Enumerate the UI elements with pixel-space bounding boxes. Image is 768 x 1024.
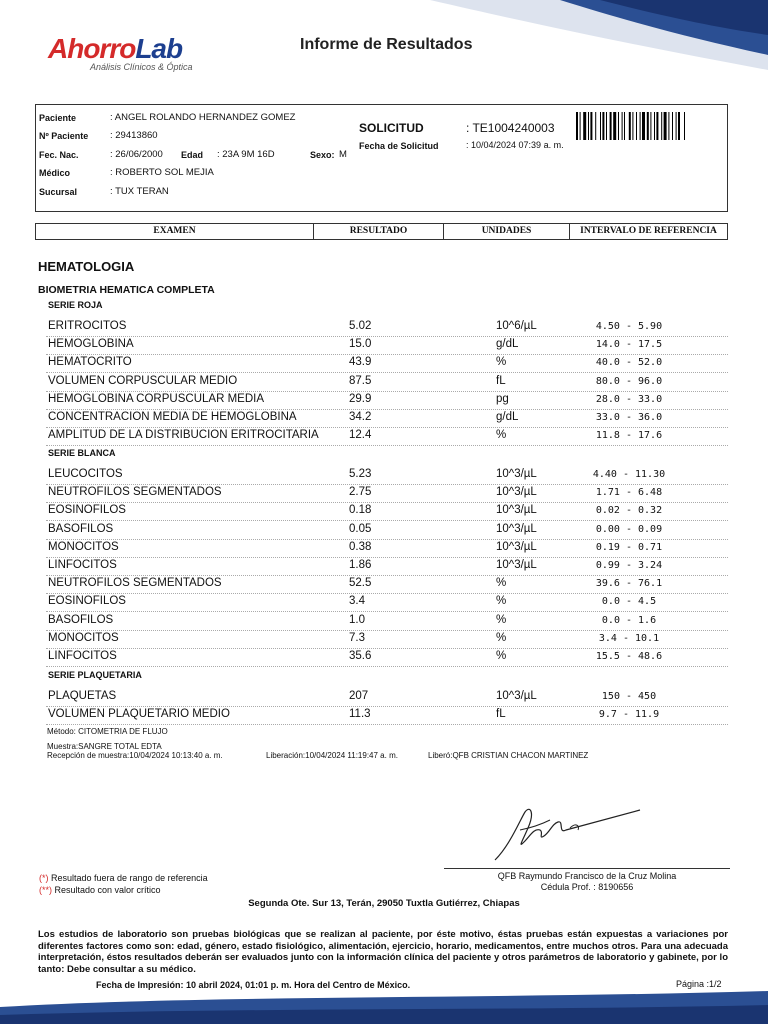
signature-line [444, 868, 730, 869]
legend-out-of-range [39, 873, 208, 883]
result-row [46, 336, 728, 355]
test-name: BASOFILOS [48, 613, 114, 626]
test-name: HEMOGLOBINA [48, 338, 134, 351]
result-row [46, 648, 728, 667]
result-row [46, 427, 728, 446]
result-row [46, 391, 728, 410]
test-range: 0.02 - 0.32 [595, 505, 663, 517]
liberacion-text: Liberación:10/04/2024 11:19:47 a. m. [266, 751, 398, 760]
test-range: 0.0 - 1.6 [601, 614, 657, 626]
test-name: LINFOCITOS [48, 650, 117, 662]
test-unit: fL [496, 374, 506, 387]
test-result: 2.75 [349, 486, 372, 499]
result-row [46, 409, 728, 428]
test-name: LINFOCITOS [48, 559, 117, 571]
test-range: 9.7 - 11.9 [598, 709, 660, 721]
result-row [46, 706, 728, 725]
result-row [46, 466, 728, 485]
test-name: VOLUMEN PLAQUETARIO MEDIO [48, 708, 230, 721]
test-result: 35.6 [349, 650, 372, 662]
test-unit: 10^3/µL [496, 559, 537, 571]
test-range: 0.19 - 0.71 [595, 541, 663, 553]
result-row [46, 318, 728, 337]
series-title-plaquetaria: SERIE PLAQUETARIA [48, 670, 142, 680]
test-name: EOSINOFILOS [48, 504, 126, 517]
legend-mark-1: (*) [39, 873, 49, 883]
test-unit: % [496, 613, 507, 626]
result-row [46, 354, 728, 373]
label-sucursal: Sucursal [39, 187, 78, 197]
test-result: 0.38 [349, 540, 372, 553]
result-row [46, 502, 728, 521]
test-result: 15.0 [349, 338, 372, 351]
test-unit: 10^3/µL [496, 540, 537, 553]
fecha-solicitud: : 10/04/2024 07:39 a. m. [466, 140, 564, 150]
test-name: VOLUMEN CORPUSCULAR MEDIO [48, 374, 238, 387]
test-name: BASOFILOS [48, 522, 114, 535]
page-number: Página :1/2 [676, 979, 722, 989]
test-unit: % [496, 650, 507, 662]
test-unit: 10^3/µL [496, 522, 537, 535]
patient-sex: M [339, 149, 347, 160]
test-name: EOSINOFILOS [48, 595, 126, 608]
signer-name: QFB Raymundo Francisco de la Cruz Molina [497, 871, 677, 881]
test-result: 87.5 [349, 374, 372, 387]
result-row [46, 484, 728, 503]
test-result: 1.0 [349, 613, 365, 626]
test-unit: g/dL [496, 411, 519, 423]
label-sexo: Sexo: [310, 150, 335, 160]
test-range: 39.6 - 76.1 [595, 578, 663, 590]
test-unit: % [496, 429, 507, 442]
test-unit: 10^3/µL [496, 690, 537, 702]
test-name: NEUTROFILOS SEGMENTADOS [48, 577, 222, 590]
barcode-image [576, 112, 724, 140]
patient-name: : ANGEL ROLANDO HERNANDEZ GOMEZ [110, 112, 296, 123]
logo-tagline: Análisis Clínicos & Óptica [90, 62, 193, 72]
test-result: 3.4 [349, 595, 365, 608]
test-range: 28.0 - 33.0 [595, 393, 663, 405]
test-range: 3.4 - 10.1 [598, 632, 660, 644]
test-range: 1.71 - 6.48 [595, 487, 663, 499]
test-unit: 10^3/µL [496, 504, 537, 517]
signature-image [480, 800, 650, 870]
test-unit: % [496, 577, 507, 590]
test-name: CONCENTRACION MEDIA DE HEMOGLOBINA [48, 411, 297, 423]
test-name: HEMOGLOBINA CORPUSCULAR MEDIA [48, 392, 264, 405]
logo-part2: Lab [135, 33, 183, 64]
result-row [46, 612, 728, 631]
muestra-text: Muestra:SANGRE TOTAL EDTA [47, 742, 162, 751]
test-result: 34.2 [349, 411, 372, 423]
test-result: 0.05 [349, 522, 372, 535]
solicitud-number: : TE1004240003 [466, 121, 555, 135]
test-range: 15.5 - 48.6 [595, 651, 663, 662]
test-range: 11.8 - 17.6 [595, 430, 663, 442]
col-unidades: UNIDADES [444, 224, 570, 239]
col-resultado: RESULTADO [314, 224, 444, 239]
label-paciente: Paciente [39, 113, 77, 123]
section-title: HEMATOLOGIA [38, 259, 135, 274]
legend-mark-2: (**) [39, 885, 52, 895]
doctor-name: : ROBERTO SOL MEJIA [110, 167, 214, 178]
result-row [46, 557, 728, 576]
test-result: 0.18 [349, 504, 372, 517]
test-result: 11.3 [349, 708, 371, 721]
test-name: LEUCOCITOS [48, 468, 123, 480]
result-row [46, 539, 728, 558]
test-unit: % [496, 631, 507, 644]
test-result: 1.86 [349, 559, 372, 571]
test-range: 0.0 - 4.5 [601, 596, 657, 608]
test-name: HEMATOCRITO [48, 356, 132, 369]
patient-number: : 29413860 [110, 130, 158, 141]
logo-part1: Ahorro [48, 33, 136, 64]
test-range: 0.00 - 0.09 [595, 523, 663, 535]
signer-cedula: Cédula Prof. : 8190656 [540, 882, 634, 892]
test-name: MONOCITOS [48, 540, 119, 553]
result-row [46, 575, 728, 594]
legend-text-2: Resultado con valor crítico [52, 885, 161, 895]
series-title-blanca: SERIE BLANCA [48, 448, 116, 458]
footer-swoosh [0, 985, 768, 1024]
fecha-solicitud-label: Fecha de Solicitud [359, 141, 439, 151]
test-name: NEUTROFILOS SEGMENTADOS [48, 486, 222, 499]
subsection-title: BIOMETRIA HEMATICA COMPLETA [38, 284, 215, 296]
test-unit: fL [496, 708, 506, 721]
test-unit: 10^3/µL [496, 486, 537, 499]
test-range: 14.0 - 17.5 [595, 339, 663, 351]
col-examen: EXAMEN [36, 224, 314, 239]
print-date: Fecha de Impresión: 10 abril 2024, 01:01 p. m. Hora del Centro de México. [96, 980, 411, 990]
test-range: 150 - 450 [601, 691, 657, 702]
metodo-text: Método: CITOMETRIA DE FLUJO [47, 727, 168, 736]
test-result: 29.9 [349, 392, 372, 405]
series-title-roja: SERIE ROJA [48, 300, 103, 310]
label-num-paciente: Nº Paciente [39, 131, 89, 141]
patient-age: : 23A 9M 16D [217, 149, 275, 160]
test-range: 33.0 - 36.0 [595, 412, 663, 423]
label-medico: Médico [39, 168, 71, 178]
test-name: AMPLITUD DE LA DISTRIBUCION ERITROCITARIA [48, 429, 319, 442]
test-result: 12.4 [349, 429, 372, 442]
test-result: 52.5 [349, 577, 372, 590]
result-row [46, 630, 728, 649]
test-range: 40.0 - 52.0 [595, 357, 663, 369]
test-result: 5.23 [349, 468, 372, 480]
test-name: MONOCITOS [48, 631, 119, 644]
patient-birthdate: : 26/06/2000 [110, 149, 163, 160]
test-range: 80.0 - 96.0 [595, 375, 663, 387]
test-unit: % [496, 595, 507, 608]
test-name: PLAQUETAS [48, 690, 117, 702]
result-row [46, 593, 728, 612]
test-unit: pg [496, 392, 509, 405]
test-result: 7.3 [349, 631, 365, 644]
test-result: 207 [349, 690, 369, 702]
col-intervalo: INTERVALO DE REFERENCIA [580, 226, 717, 236]
label-edad: Edad [181, 150, 204, 160]
solicitud-label: SOLICITUD [359, 121, 424, 135]
page-title: Informe de Resultados [300, 36, 473, 53]
result-row [46, 373, 728, 392]
label-fec-nac: Fec. Nac. [39, 150, 79, 160]
recepcion-text: Recepción de muestra:10/04/2024 10:13:40 a. m. [47, 751, 223, 760]
test-result: 43.9 [349, 356, 372, 369]
legend-text-1: Resultado fuera de rango de referencia [48, 873, 208, 883]
test-unit: g/dL [496, 338, 519, 351]
address-text: Segunda Ote. Sur 13, Terán, 29050 Tuxtla Gutiérrez, Chiapas [248, 898, 520, 909]
column-header-row [35, 223, 728, 240]
test-range: 4.40 - 11.30 [592, 469, 666, 480]
test-unit: 10^6/µL [496, 320, 537, 332]
test-range: 0.99 - 3.24 [595, 560, 663, 571]
branch-name: : TUX TERAN [110, 186, 169, 197]
company-logo [48, 34, 193, 72]
test-unit: 10^3/µL [496, 468, 537, 480]
result-row [46, 521, 728, 540]
test-name: ERITROCITOS [48, 320, 127, 332]
test-unit: % [496, 356, 507, 369]
result-row [46, 688, 728, 707]
libero-text: Liberó:QFB CRISTIAN CHACON MARTINEZ [428, 751, 589, 760]
disclaimer-text: Los estudios de laboratorio son pruebas biológicas que se realizan al paciente, por éste motivo, éstas pruebas están expuestas a variaciones por diferentes factores como son: edad, género, estado fisiológico, alimentación, ejercicio, horario, medicamentos, entre muchos otros. Para una adecuada interpretación, éstos resultados deberán ser evaluados junto con la información clínica del paciente y otros parámetros de laboratorio y gabinete, por lo tanto: Debe consultar a su médico. [38, 929, 728, 975]
test-range: 4.50 - 5.90 [595, 321, 663, 332]
legend-critical [39, 885, 161, 895]
test-result: 5.02 [349, 320, 372, 332]
